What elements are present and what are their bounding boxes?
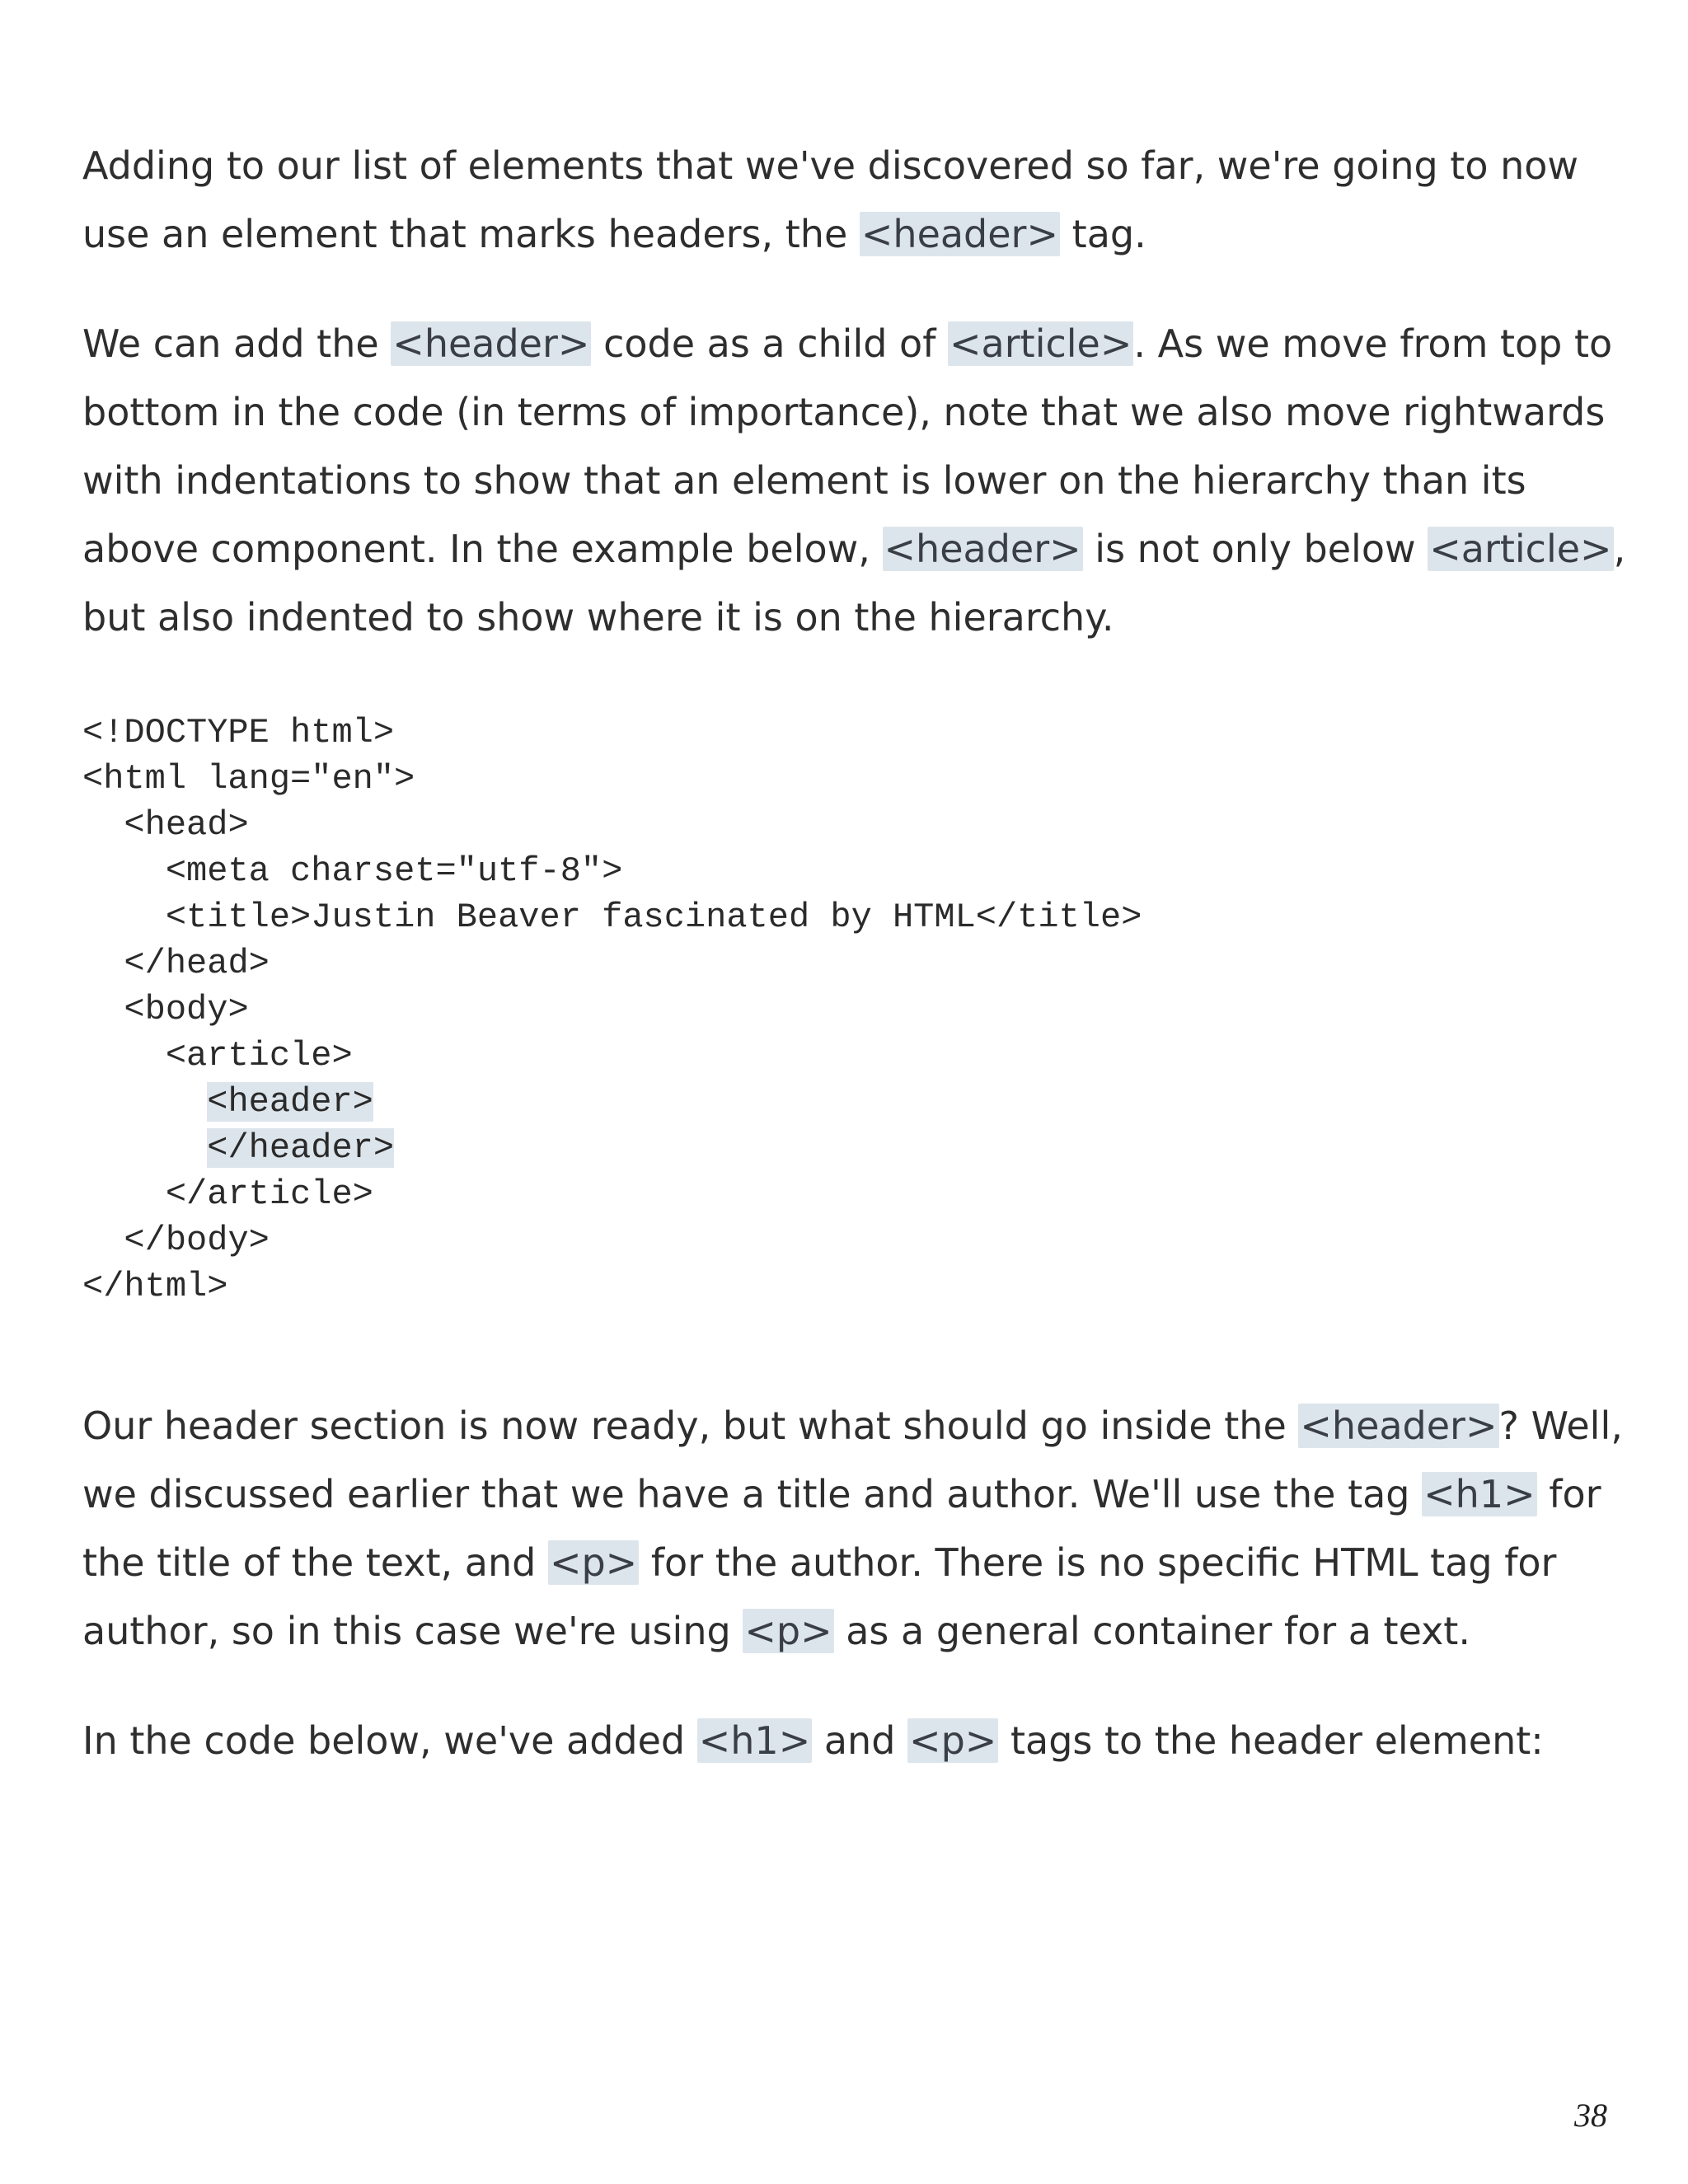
code-highlight: <header> [207, 1082, 373, 1122]
text-run: for the title of the text, and [82, 1472, 1601, 1585]
code-line [82, 1263, 1632, 1310]
inline-code: <header> [860, 212, 1059, 256]
explanation-paragraphs [82, 1392, 1632, 1775]
text-run: is not only below [1082, 527, 1428, 571]
code-line [82, 894, 1632, 940]
code-text: <!DOCTYPE html> [82, 713, 395, 752]
code-indent [82, 1082, 207, 1122]
code-line [82, 987, 1632, 1033]
intro-paragraphs [82, 132, 1632, 652]
inline-code: <h1> [698, 1718, 811, 1763]
code-text: <html lang="en"> [82, 759, 415, 799]
text-run: ? Well, we discussed earlier that we have a title and author. We'll use the tag [82, 1404, 1623, 1516]
code-block [82, 710, 1632, 1310]
code-text: </head> [124, 944, 270, 983]
code-indent [82, 1174, 166, 1214]
text-run: , but also indented to show where it is on the hierarchy. [82, 527, 1626, 640]
inline-code: <header> [392, 321, 590, 366]
text-run: code as a child of [591, 321, 949, 366]
code-line [82, 756, 1632, 802]
code-indent [82, 898, 166, 937]
paragraph [82, 132, 1632, 269]
code-text: </html> [82, 1267, 228, 1306]
text-run: as a general container for a text. [833, 1609, 1470, 1653]
code-line [82, 940, 1632, 987]
text-run: and [812, 1718, 908, 1763]
code-line [82, 1217, 1632, 1263]
inline-code: <p> [549, 1540, 638, 1585]
code-indent [82, 1221, 124, 1260]
text-run: for the author. There is no specific HTML tag for author, so in this case we're using [82, 1540, 1557, 1653]
inline-code: <header> [1300, 1404, 1498, 1448]
text-run: tags to the header element: [998, 1718, 1544, 1763]
inline-code: <article> [1429, 527, 1612, 571]
code-text: <body> [124, 990, 249, 1029]
code-line [82, 1033, 1632, 1079]
text-run: tag. [1060, 212, 1146, 256]
code-text: <head> [124, 805, 249, 845]
paragraph [82, 1392, 1632, 1666]
inline-code: <p> [744, 1609, 832, 1653]
code-line [82, 710, 1632, 756]
inline-code: <header> [884, 527, 1081, 571]
code-indent [82, 944, 124, 983]
code-indent [82, 851, 166, 891]
paragraph [82, 1707, 1632, 1775]
code-text: <title>Justin Beaver fascinated by HTML</title> [165, 898, 1142, 937]
text-run: We can add the [82, 321, 392, 366]
text-run: Adding to our list of elements that we've discovered so far, we're going to now use an element that marks headers, the [82, 143, 1579, 256]
code-indent [82, 1128, 207, 1168]
inline-code: <article> [950, 321, 1132, 366]
code-highlight: </header> [207, 1128, 395, 1168]
inline-code: <p> [909, 1718, 997, 1763]
code-line [82, 802, 1632, 848]
code-text: <article> [165, 1036, 353, 1076]
code-text: </article> [165, 1174, 373, 1214]
document-page [82, 132, 1632, 1816]
code-text: <meta charset="utf-8"> [165, 851, 623, 891]
code-indent [82, 1036, 166, 1076]
code-line [82, 848, 1632, 894]
code-line [82, 1171, 1632, 1217]
code-indent [82, 805, 124, 845]
text-run: . As we move from top to bottom in the code (in terms of importance), note that we also move rightwards with indentations to show that an element is lower on the hierarchy than its above component. In the example below, [82, 321, 1613, 571]
code-text: </body> [124, 1221, 270, 1260]
page-number: 38 [1574, 2097, 1607, 2134]
inline-code: <h1> [1423, 1472, 1536, 1516]
code-line [82, 1079, 1632, 1125]
code-indent [82, 990, 124, 1029]
text-run: Our header section is now ready, but what should go inside the [82, 1404, 1299, 1448]
paragraph [82, 310, 1632, 652]
code-line [82, 1125, 1632, 1171]
text-run: In the code below, we've added [82, 1718, 697, 1763]
